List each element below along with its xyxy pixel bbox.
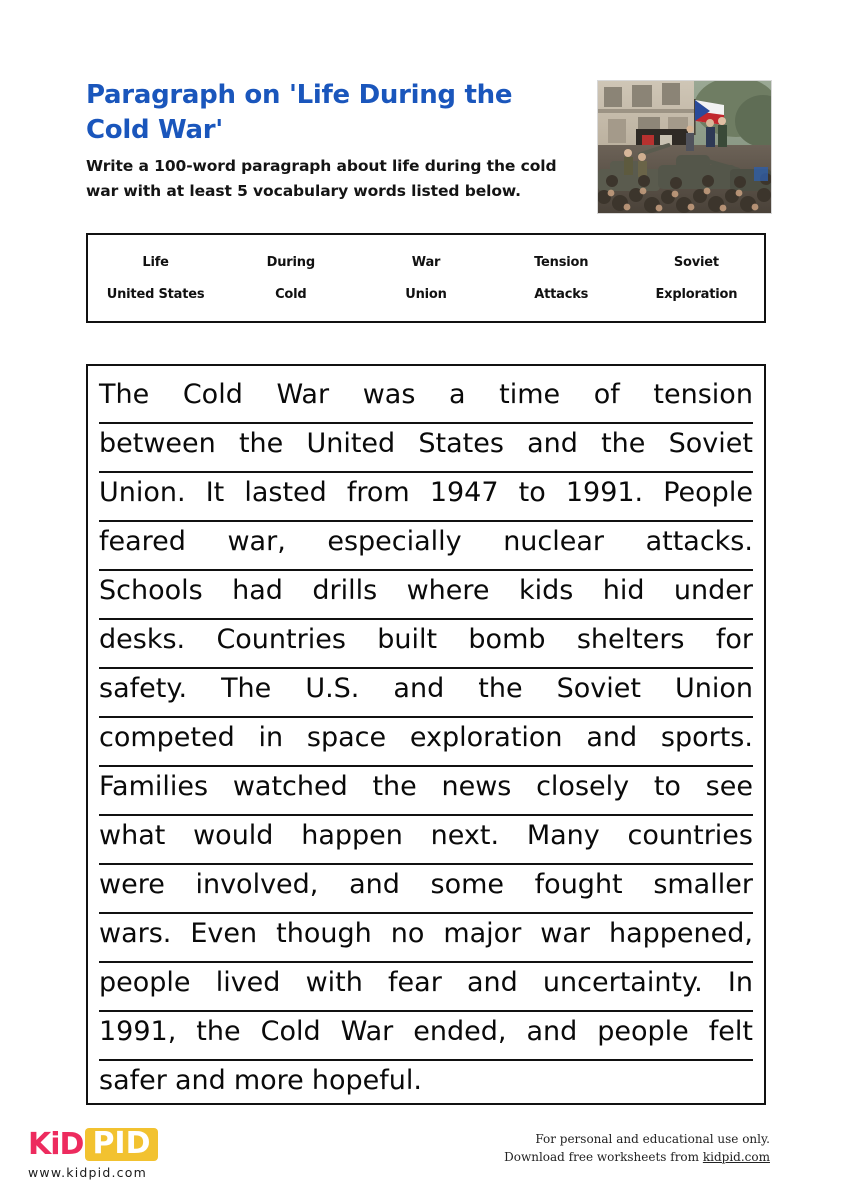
answer-word: 1991, <box>99 1016 177 1047</box>
answer-word: countries <box>627 820 753 851</box>
answer-word: what <box>99 820 166 851</box>
answer-word: space <box>306 722 387 753</box>
answer-line[interactable] <box>99 1061 753 1105</box>
logo-pid-text: PID <box>85 1128 157 1161</box>
answer-word: would <box>193 820 274 851</box>
answer-word: and <box>349 869 400 900</box>
answer-word: in <box>258 722 284 753</box>
answer-word: no <box>390 918 425 949</box>
answer-word: happened, <box>609 918 753 949</box>
vocabulary-word: During <box>266 254 315 270</box>
answer-word: fear <box>388 967 442 998</box>
answer-word: and <box>526 1016 578 1047</box>
answer-word: felt <box>708 1016 753 1047</box>
answer-word: States <box>418 428 504 459</box>
vocabulary-word: Union <box>405 286 447 302</box>
answer-line-text <box>99 419 753 471</box>
answer-line-text <box>99 370 753 422</box>
answer-word: Union. <box>99 477 186 508</box>
answer-line-text <box>99 468 753 520</box>
answer-word: smaller <box>653 869 753 900</box>
answer-word: hid <box>602 575 645 606</box>
answer-line-text <box>99 1056 753 1105</box>
answer-line[interactable] <box>99 620 753 669</box>
logo-website-url: www.kidpid.com <box>28 1165 147 1180</box>
answer-line[interactable] <box>99 669 753 718</box>
answer-word: were <box>99 869 165 900</box>
vocabulary-word: Cold <box>275 286 307 302</box>
answer-word: Soviet <box>556 673 641 704</box>
answer-word: some <box>430 869 505 900</box>
answer-box[interactable] <box>86 364 766 1105</box>
answer-word: wars. <box>99 918 172 949</box>
answer-word: The <box>221 673 272 704</box>
answer-word: competed <box>99 722 235 753</box>
vocabulary-word: Life <box>142 254 169 270</box>
answer-word: had <box>232 575 283 606</box>
answer-word: to <box>518 477 546 508</box>
vocabulary-word: War <box>411 254 441 270</box>
answer-word: tension <box>653 379 753 410</box>
answer-word: people <box>597 1016 689 1047</box>
answer-word: with <box>305 967 363 998</box>
answer-word: War <box>340 1016 394 1047</box>
answer-word: to <box>653 771 681 802</box>
answer-word: news <box>441 771 512 802</box>
answer-word: Even <box>190 918 258 949</box>
vocabulary-word: United States <box>106 286 205 302</box>
answer-word: 1991. <box>565 477 644 508</box>
answer-line-text <box>99 958 753 1010</box>
answer-line[interactable] <box>99 375 753 424</box>
answer-word: time <box>499 379 561 410</box>
answer-word: for <box>715 624 753 655</box>
answer-word: Many <box>526 820 600 851</box>
answer-word: feared <box>99 526 186 557</box>
answer-word: the <box>372 771 417 802</box>
vocabulary-word: Attacks <box>534 286 589 302</box>
answer-line-text <box>99 566 753 618</box>
credit-line-2 <box>504 1148 770 1166</box>
answer-word: Schools <box>99 575 203 606</box>
answer-word: bomb <box>468 624 546 655</box>
kidpid-logo <box>28 1128 158 1180</box>
answer-word: watched <box>232 771 348 802</box>
answer-word: nuclear <box>503 526 605 557</box>
answer-line[interactable] <box>99 914 753 963</box>
answer-word: especially <box>327 526 462 557</box>
vocabulary-row-1 <box>88 255 764 270</box>
answer-word: war, <box>227 526 286 557</box>
answer-line[interactable] <box>99 571 753 620</box>
answer-word: next. <box>430 820 500 851</box>
answer-word: hopeful. <box>311 1065 422 1096</box>
answer-word: Countries <box>216 624 346 655</box>
answer-word: under <box>673 575 753 606</box>
answer-line[interactable] <box>99 767 753 816</box>
answer-word: involved, <box>195 869 319 900</box>
answer-word: a <box>449 379 466 410</box>
answer-word: and <box>586 722 638 753</box>
answer-word: Families <box>99 771 209 802</box>
answer-word: Union <box>674 673 753 704</box>
answer-word: fought <box>534 869 623 900</box>
answer-line-text <box>99 517 753 569</box>
answer-word: People <box>663 477 753 508</box>
vocabulary-box <box>86 233 766 323</box>
answer-word: though <box>276 918 372 949</box>
answer-word: sports. <box>660 722 753 753</box>
answer-word: attacks. <box>645 526 753 557</box>
answer-word: lasted <box>244 477 327 508</box>
answer-word: Cold <box>260 1016 321 1047</box>
answer-word: was <box>362 379 416 410</box>
answer-word: closely <box>536 771 630 802</box>
answer-line[interactable] <box>99 473 753 522</box>
kidpid-link[interactable]: kidpid.com <box>702 1150 770 1164</box>
footer-credits <box>504 1130 770 1166</box>
answer-word: United <box>306 428 396 459</box>
logo-kid-text: KiD <box>28 1126 84 1162</box>
answer-line-text <box>99 1007 753 1059</box>
answer-line[interactable] <box>99 816 753 865</box>
answer-line-text <box>99 762 753 814</box>
credit-prefix: Download free worksheets from <box>504 1150 703 1164</box>
answer-line-text <box>99 811 753 863</box>
answer-word: uncertainty. <box>542 967 703 998</box>
answer-word: Cold <box>182 379 243 410</box>
answer-word: The <box>99 379 150 410</box>
answer-word: of <box>593 379 620 410</box>
answer-word: major <box>443 918 522 949</box>
answer-line-text <box>99 860 753 912</box>
answer-word: the <box>601 428 646 459</box>
answer-word: the <box>238 428 284 459</box>
answer-line-text <box>99 713 753 765</box>
answer-line[interactable] <box>99 865 753 914</box>
page-title: Paragraph on 'Life During the Cold War' <box>86 80 513 145</box>
answer-word: Soviet <box>668 428 753 459</box>
cold-war-photo <box>597 80 772 214</box>
vocabulary-row-2 <box>88 287 764 302</box>
answer-word: and <box>466 967 518 998</box>
answer-word: exploration <box>409 722 563 753</box>
page-footer <box>0 1120 848 1200</box>
answer-word: kids <box>518 575 574 606</box>
answer-word: It <box>205 477 225 508</box>
answer-word: built <box>377 624 438 655</box>
crowd-around-tanks-illustration <box>598 81 771 213</box>
answer-word: the <box>196 1016 241 1047</box>
answer-word: where <box>406 575 490 606</box>
answer-word: and <box>393 673 445 704</box>
answer-word: between <box>99 428 216 459</box>
answer-word: 1947 <box>429 477 499 508</box>
answer-word: war <box>540 918 591 949</box>
vocabulary-word: Exploration <box>655 286 738 302</box>
answer-word: safer <box>99 1065 167 1096</box>
answer-word: safety. <box>99 673 188 704</box>
worksheet-instructions: Write a 100-word paragraph about life during the cold war with at least 5 vocabulary words listed below. <box>86 157 557 200</box>
answer-line-text <box>99 615 753 667</box>
answer-word: more <box>233 1065 304 1096</box>
answer-word: the <box>478 673 523 704</box>
answer-word: people <box>99 967 191 998</box>
answer-line[interactable] <box>99 522 753 571</box>
vocabulary-word: Soviet <box>673 254 719 270</box>
kidpid-logo-text <box>28 1128 158 1161</box>
answer-word: desks. <box>99 624 186 655</box>
answer-line[interactable] <box>99 963 753 1012</box>
answer-word: see <box>705 771 753 802</box>
answer-word: happen <box>301 820 403 851</box>
answer-word: drills <box>312 575 378 606</box>
credit-line-1: For personal and educational use only. <box>535 1132 770 1146</box>
answer-word: U.S. <box>305 673 360 704</box>
answer-word: from <box>346 477 410 508</box>
answer-word: lived <box>215 967 281 998</box>
answer-line[interactable] <box>99 1012 753 1061</box>
answer-word: War <box>276 379 330 410</box>
answer-line[interactable] <box>99 424 753 473</box>
answer-word: and <box>174 1065 226 1096</box>
answer-word: In <box>727 967 753 998</box>
answer-line-text <box>99 664 753 716</box>
answer-word: shelters <box>576 624 685 655</box>
answer-line[interactable] <box>99 718 753 767</box>
answer-line-text <box>99 909 753 961</box>
vocabulary-word: Tension <box>534 254 589 270</box>
answer-word: and <box>527 428 578 459</box>
answer-word: ended, <box>413 1016 507 1047</box>
